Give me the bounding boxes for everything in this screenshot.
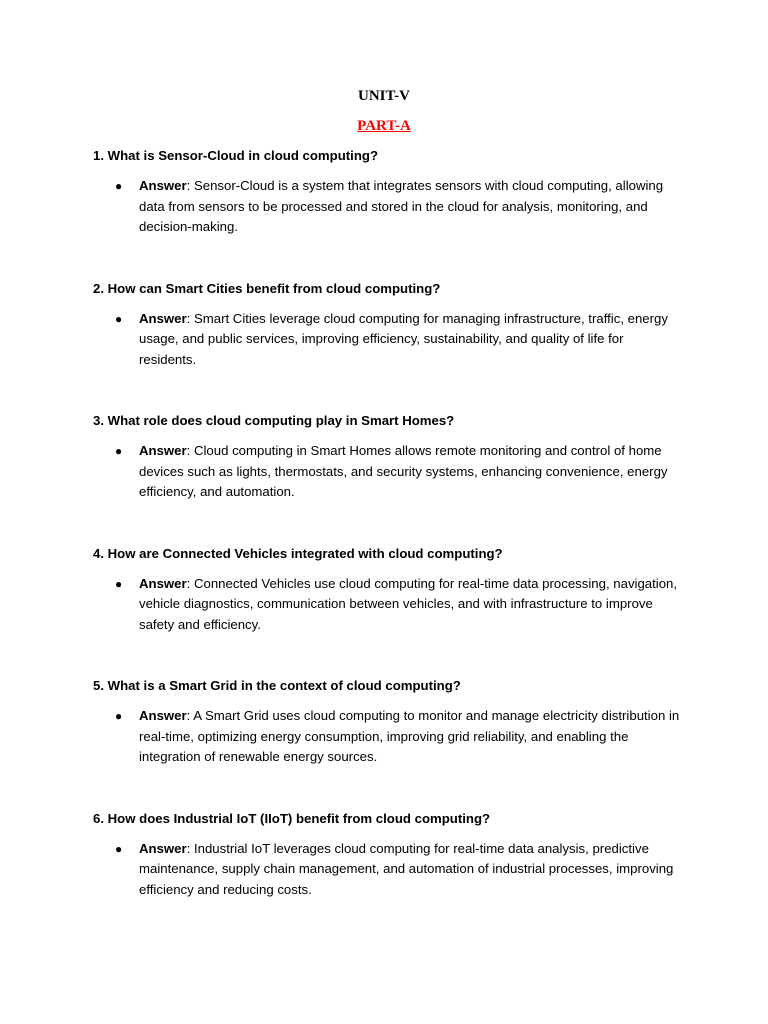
answer-text: : Cloud computing in Smart Homes allows remote monitoring and control of home devices such as lights, thermostats, and security systems, enhancing convenience, energy efficiency, and automation. xyxy=(139,443,668,500)
qa-item xyxy=(93,809,683,942)
answer-label: Answer xyxy=(139,840,187,856)
answer-item xyxy=(93,309,683,371)
qa-item xyxy=(93,411,683,544)
bullet-icon: ● xyxy=(115,444,123,458)
qa-item xyxy=(93,544,683,677)
qa-item xyxy=(93,146,683,279)
bullet-icon: ● xyxy=(115,311,123,326)
bullet-icon: ● xyxy=(115,179,123,193)
answer-item xyxy=(93,839,683,901)
answer-text: : Industrial IoT leverages cloud computing for real-time data analysis, predictive maintenance, supply chain management, and automation of industrial processes, improving efficiency and reducing costs. xyxy=(139,840,674,897)
answer-label: Answer xyxy=(139,310,187,326)
bullet-icon: ● xyxy=(115,576,123,591)
answer-label: Answer xyxy=(139,178,187,193)
unit-title: UNIT-V xyxy=(358,88,410,104)
answer-item xyxy=(93,176,683,238)
bullet-icon: ● xyxy=(115,841,123,856)
qa-item xyxy=(93,676,683,809)
bullet-icon: ● xyxy=(115,709,123,723)
qa-item xyxy=(93,279,683,412)
question-text: 5. What is a Smart Grid in the context of cloud computing? xyxy=(93,678,461,693)
question-text: 1. What is Sensor-Cloud in cloud computing? xyxy=(93,148,378,163)
answer-text: : Sensor-Cloud is a system that integrates sensors with cloud computing, allowing data from sensors to be processed and stored in the cloud for analysis, monitoring, and decision-making. xyxy=(139,178,664,235)
question-text: 4. How are Connected Vehicles integrated with cloud computing? xyxy=(93,545,503,561)
answer-item xyxy=(93,441,683,503)
qa-list xyxy=(93,146,683,941)
answer-label: Answer xyxy=(139,708,187,723)
question-text: 3. What role does cloud computing play in Smart Homes? xyxy=(93,413,455,428)
answer-item xyxy=(93,574,683,636)
part-title: PART-A xyxy=(357,118,411,134)
answer-label: Answer xyxy=(139,575,187,591)
answer-text: : A Smart Grid uses cloud computing to monitor and manage electricity distribution in real-time, optimizing energy consumption, improving grid reliability, and enabling the integration of renewable energy sources. xyxy=(139,708,680,765)
answer-item xyxy=(93,706,683,768)
question-text: 2. How can Smart Cities benefit from cloud computing? xyxy=(93,280,441,296)
answer-label: Answer xyxy=(139,443,187,458)
answer-text: : Smart Cities leverage cloud computing for managing infrastructure, traffic, energy usage, and public services, improving efficiency, sustainability, and quality of life for residents. xyxy=(139,310,668,367)
answer-text: : Connected Vehicles use cloud computing for real-time data processing, navigation, vehicle diagnostics, communication between vehicles, and with infrastructure to improve safety and efficiency. xyxy=(139,575,678,632)
question-text: 6. How does Industrial IoT (IIoT) benefit from cloud computing? xyxy=(93,810,491,826)
